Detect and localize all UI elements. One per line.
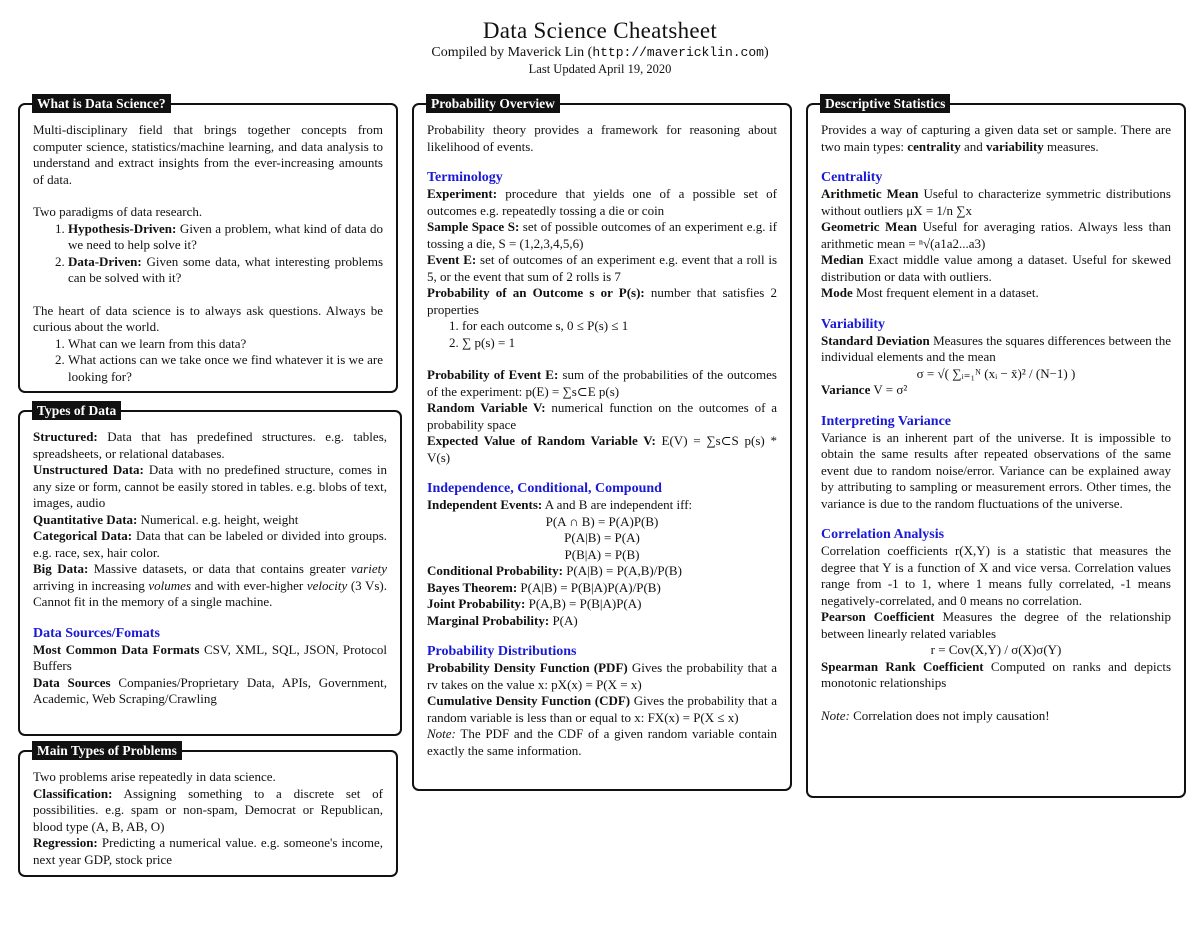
list-item: 1. for each outcome s, 0 ≤ P(s) ≤ 1 [462,318,777,335]
compiled-by [0,44,1200,61]
note-row [427,726,777,759]
def-term: Regression: [33,835,98,850]
def-text: Useful for averaging ratios. Always less than arithmetic mean = ⁿ√(a1a2...a3) [821,219,1171,251]
compiled-prefix: Compiled by Maverick Lin ( [431,45,593,60]
def-row [427,186,777,219]
intro-part: measures. [1043,138,1099,154]
def-text: CSV, XML, SQL, JSON, Protocol Buffers [33,641,387,673]
list-item: 2. ∑ p(s) = 1 [462,335,777,352]
def-row [33,642,387,675]
def-row [33,429,387,462]
equation: P(A ∩ B) = P(A)P(B) [545,513,659,529]
intro-text [821,122,1171,155]
def-text: Massive datasets, or data that contains greater [88,561,351,576]
def-row [821,219,1171,252]
def-text: Computed on ranks and depicts monotonic relationships [821,658,1172,690]
list-item [68,221,383,254]
def-text: (3 Vs). Cannot fit in the memory of a single machine. [33,577,388,609]
note-label: Note: [821,707,850,723]
def-row [821,252,1171,285]
def-term: Median [821,252,864,267]
def-row [33,675,387,708]
std-dev-equation: σ = √( ∑ᵢ₌₁ᴺ (xᵢ − x̄)² / (N−1) ) [916,365,1076,381]
section-title: Independence, Conditional, Compound [427,481,662,496]
note-row [821,708,1171,725]
def-text: Numerical. e.g. height, weight [137,511,299,527]
intro-bold: variability [986,138,1044,154]
section-title: Interpreting Variance [821,413,952,429]
section-title: Probability Distributions [427,644,577,659]
def-text: P(A,B) = P(B|A)P(A) [525,596,642,611]
def-term: Probability Density Function (PDF) [427,660,628,675]
types-of-data-box [18,403,402,736]
def-row [427,433,777,466]
def-term: Conditional Probability: [427,563,563,578]
def-text: Most frequent element in a dataset. [852,285,1039,300]
intro-part: and [960,138,986,154]
def-row [821,285,1171,302]
def-term: Standard Deviation [821,332,930,348]
intro-text: Probability theory provides a framework for reasoning about likelihood of events. [427,122,777,154]
intro-text: Two problems arise repeatedly in data science. [33,769,276,784]
def-text: P(A|B) = P(B|A)P(A)/P(B) [517,579,661,595]
def-row [821,333,1171,366]
def-term: Data Sources [33,674,111,690]
def-term: Cumulative Density Function (CDF) [427,693,631,708]
def-term: Event E: [427,252,477,267]
paradigms-text: Two paradigms of data research. [33,204,203,219]
def-term: Big Data: [33,561,89,576]
def-row [33,462,387,512]
page-header [0,18,1200,77]
def-term: Random Variable V: [427,400,546,415]
def-text: Measures the squares differences between the individual elements and the mean [821,332,1171,364]
page-title: Data Science Cheatsheet [482,18,718,43]
def-text: Gives the probability that a rv takes on the value x: pX(x) = P(X = x) [427,660,777,692]
list-item [68,254,383,287]
def-text: Companies/Proprietary Data, APIs, Government, Academic, Web Scraping/Crawling [33,674,387,706]
big-data-row [33,561,387,611]
def-term: Experiment: [427,186,498,201]
def-term: Probability of an Outcome s or P(s): [427,285,645,300]
descriptive-statistics-box [806,96,1186,798]
list-text: Given a problem, what kind of data do we need to help solve it? [68,220,383,252]
def-term: Most Common Data Formats [33,641,200,657]
def-text: Data with no predefined structure, comes in any size or form, cannot be easily stored in tables. e.g. blobs of text, images, audio [33,462,387,510]
equation: P(A|B) = P(A) [564,530,640,545]
def-row [427,563,777,580]
def-term: Spearman Rank Coefficient [821,658,984,674]
main-types-of-problems-box [18,743,398,877]
def-text: Predicting a numerical value. e.g. someone's income, next year GDP, stock price [33,835,383,867]
note-text: The PDF and the CDF of a given random variable contain exactly the same information. [427,726,777,758]
def-term: Marginal Probability: [427,612,550,628]
compiled-suffix: ) [763,45,769,60]
def-row [427,400,777,433]
def-term: Arithmetic Mean [821,186,919,201]
def-text: Gives the probability that a random variable is less than or equal to x: FX(x) = P(X ≤ x) [427,693,777,725]
def-text: set of possible outcomes of an experiment e.g. if tossing a die, S = (1,2,3,4,5,6) [427,219,777,251]
def-text: A and B are independent iff: [542,497,693,512]
def-text: V = σ² [870,382,908,397]
def-text: procedure that yields one of a possible set of outcomes e.g. repeatedly tossing a die or coin [427,186,777,218]
section-title: Correlation Analysis [821,527,945,542]
section-title: Variability [821,316,886,332]
def-term: Probability of Event E: [427,367,559,382]
def-text: sum of the probabilities of the outcomes of the experiment: p(E) = ∑s⊂E p(s) [427,367,777,399]
list-term: Hypothesis-Driven: [68,220,177,236]
def-term: Geometric Mean [821,219,917,234]
def-text: and with ever-higher [191,577,307,593]
intro-part: Provides a way of capturing a given data set or sample. There are two main types: [821,122,1171,154]
def-row [427,580,777,597]
def-term: Mode [821,285,853,300]
def-row [427,252,777,285]
def-text: arriving in increasing [33,577,149,593]
def-row [427,613,777,630]
def-italic: volumes [148,577,192,593]
def-text: numerical function on the outcomes of a probability space [427,400,778,432]
author-url-link[interactable]: http://mavericklin.com [592,45,764,60]
def-text: Data that has predefined structures. e.g. tables, spreadsheets, or relational databases. [33,429,387,461]
def-italic: variety [350,561,387,576]
list-text: Given some data, what interesting problems can be solved with it? [68,253,383,285]
intro-bold: centrality [907,138,961,154]
note-label: Note: [427,726,456,741]
def-term: Quantitative Data: [33,511,138,527]
def-row [427,660,777,693]
def-row [821,659,1171,692]
body-text: Variance is an inherent part of the universe. It is impossible to obtain the same results after repeated observations of the same event due to random noise/error. Variance can be explained away by attributing to sampling or measurement errors. Other times, the variance is due to the random fluctuations of the universe. [821,429,1171,511]
def-text: number that satisfies 2 properties [427,285,778,317]
def-term: Variance [821,382,871,397]
box-tag: Types of Data [32,401,121,420]
def-term: Classification: [33,785,113,801]
def-row [427,497,777,514]
def-term: Independent Events: [427,497,543,512]
def-row [427,367,777,400]
def-row [33,835,383,868]
body-text: Correlation coefficients r(X,Y) is a statistic that measures the degree that Y is a function of X and vice versa. Correlation values range from -1 to 1, where 1 means fully correlated, -1 means negatively-correlated, and 0 means no correlation. [821,543,1171,608]
section-title: Data Sources/Fomats [33,625,160,641]
def-term: Joint Probability: [427,596,526,611]
box-tag: Descriptive Statistics [820,94,950,113]
def-text: Data that can be labeled or divided into groups. e.g. race, sex, hair color. [33,528,387,560]
question-list [33,336,383,386]
def-row [33,786,383,836]
def-row [821,609,1171,642]
def-row [427,693,777,726]
section-title: Terminology [427,170,503,185]
def-term: Sample Space S: [427,219,520,234]
def-text: Measures the degree of the relationship between linearly related variables [821,609,1171,641]
def-term: Bayes Theorem: [427,579,518,595]
section-title: Centrality [821,170,883,185]
def-row [427,285,777,318]
def-term: Pearson Coefficient [821,609,935,624]
def-term: Unstructured Data: [33,462,144,477]
list-term: Data-Driven: [68,253,142,269]
property-list [427,318,777,351]
def-term: Expected Value of Random Variable V: [427,433,656,448]
def-text: Assigning something to a discrete set of possibilities. e.g. spam or non-spam, Democrat or Republican, blood type (A, B, AB, O) [33,785,383,834]
def-row [427,219,777,252]
heart-text: The heart of data science is to always ask questions. Always be curious about the world. [33,302,383,334]
def-term: Structured: [33,429,98,444]
box-tag: What is Data Science? [32,94,171,113]
equation: P(B|A) = P(B) [564,546,640,562]
list-item: 2. What actions can we take once we find whatever it is we are looking for? [68,352,383,385]
def-row [821,186,1171,219]
intro-text: Multi-disciplinary field that brings together concepts from computer science, statistics/machine learning, and data analysis to understand and extract insights from the ever-increasing amounts of data. [33,122,383,187]
list-item: 1. What can we learn from this data? [68,336,383,353]
note-text: Correlation does not imply causation! [849,707,1050,723]
def-text: E(V) = ∑s⊂S p(s) * V(s) [427,433,777,465]
last-updated: Last Updated April 19, 2020 [528,62,672,76]
def-row [821,382,1171,399]
def-row [33,528,387,561]
pearson-equation: r = Cov(X,Y) / σ(X)σ(Y) [930,642,1062,657]
what-is-data-science-box [18,96,398,393]
paradigm-list [33,221,383,287]
box-tag: Probability Overview [426,94,560,113]
def-term: Categorical Data: [33,528,133,543]
def-text: Useful to characterize symmetric distributions without outliers μX = 1/n ∑x [821,186,1171,218]
def-row [33,512,387,529]
def-text: set of outcomes of an experiment e.g. event that a roll is 5, or the event that sum of 2 rolls is 7 [427,252,777,284]
box-tag: Main Types of Problems [32,741,182,760]
probability-overview-box [412,96,792,791]
def-text: Exact middle value among a dataset. Useful for skewed distribution or data with outliers. [821,252,1171,284]
def-italic: velocity [306,577,348,593]
def-text: P(A) [549,612,578,628]
def-text: P(A|B) = P(A,B)/P(B) [562,563,682,578]
def-row [427,596,777,613]
